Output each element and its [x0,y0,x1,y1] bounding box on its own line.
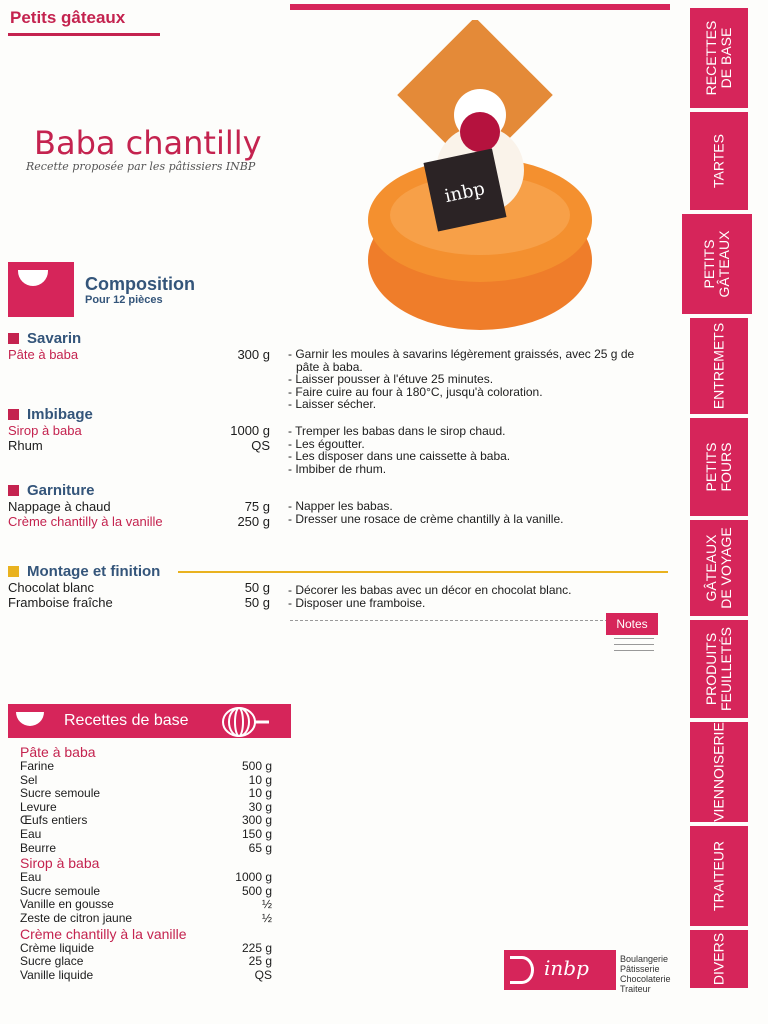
ingredient-name: Crème chantilly à la vanille [8,514,163,529]
composition-icon [8,262,74,317]
chapter-tab[interactable] [690,418,748,516]
chapter-tab-label: TARTES [710,134,727,188]
base-ingredient-qty: 1000 g [235,870,272,885]
ingredient-line [8,595,288,610]
ingredient-qty: 50 g [244,595,270,610]
ingredient-name: Rhum [8,438,43,453]
method-steps [288,500,648,525]
ingredient-line [8,438,288,453]
method-step: - Laisser sécher. [288,397,377,411]
base-ingredient-row [20,955,272,969]
composition-title: Composition [85,274,195,294]
ingredient-name: Pâte à baba [8,347,79,362]
square-bullet-icon [8,485,19,496]
method-step: - Tremper les babas dans le sirop chaud. [288,424,506,438]
recettes-base-list [20,744,272,982]
group-heading [8,482,288,499]
base-ingredient-row [20,898,272,912]
notes-tab: Notes [606,613,658,635]
base-ingredient-qty: 300 g [241,813,272,828]
composition-group [8,330,288,362]
base-ingredient-name: Zeste de citron jaune [20,910,133,925]
chapter-tab[interactable] [690,722,748,822]
group-name: Montage et finition [27,563,161,580]
method-step: - Laisser pousser à l'étuve 25 minutes. [288,372,494,386]
base-ingredient-qty: 225 g [241,940,272,955]
base-ingredient-row [20,912,272,926]
base-ingredient-qty: 65 g [248,840,272,855]
composition-group [8,406,288,453]
ingredient-line [8,580,288,595]
method-step: - Napper les babas. [288,499,393,513]
ingredient-qty: 1000 g [230,423,270,438]
chapter-tab-label: GÂTEAUX DE VOYAGE [703,527,734,609]
inbp-logo [504,950,616,990]
base-ingredient-row [20,828,272,842]
base-ingredient-row [20,942,272,956]
logo-caption [620,954,671,994]
base-ingredient-qty: ½ [261,910,272,925]
base-ingredient-qty: 500 g [241,759,272,773]
base-ingredient-qty: 10 g [248,786,272,801]
ingredient-name: Sirop à baba [8,423,82,438]
notes-lines [614,638,654,656]
method-steps [288,425,648,475]
composition-subtitle: Pour 12 pièces [85,294,163,306]
logo-caption-line: Pâtisserie [620,964,660,974]
chapter-tab[interactable] [690,520,748,616]
group-name: Garniture [27,482,95,499]
base-ingredient-row [20,760,272,774]
base-ingredient-row [20,969,272,983]
ingredient-qty: 50 g [244,580,270,595]
method-step: - Décorer les babas avec un décor en chocolat blanc. [288,583,572,597]
base-ingredient-name: Vanille en gousse [20,897,114,912]
recettes-base-title: Recettes de base [64,712,189,729]
photo-plaque-text: inbp [442,178,487,208]
base-ingredient-row [20,801,272,815]
method-step: - Les disposer dans une caissette à baba. [288,449,511,463]
base-ingredient-name: Sucre semoule [20,883,101,898]
base-ingredient-name: Levure [20,799,57,814]
method-step: - Disposer une framboise. [288,595,426,610]
logo-brand: inbp [544,956,589,980]
base-ingredient-row [20,871,272,885]
chapter-tab[interactable] [690,826,748,926]
square-bullet-icon [8,409,19,420]
method-step: - Les égoutter. [288,436,365,451]
chapter-tab-label: VIENNOISERIE [710,722,727,822]
montage-rule [178,571,668,573]
chapter-tab[interactable] [690,930,748,988]
base-ingredient-name: Eau [20,826,42,841]
whisk-icon [219,706,269,738]
ingredient-name: Nappage à chaud [8,499,111,514]
base-ingredient-row [20,814,272,828]
method-steps [288,584,648,609]
base-ingredient-name: Sucre glace [20,954,84,969]
chapter-tab-label: RECETTES DE BASE [703,20,734,96]
base-ingredient-qty: 10 g [248,772,272,787]
logo-caption-line: Boulangerie [620,954,669,964]
square-bullet-icon [8,566,19,577]
base-recipe-name: Crème chantilly à la vanille [20,925,187,942]
base-recipe-name: Sirop à baba [20,855,100,872]
chapter-tab-label: DIVERS [710,932,727,986]
base-ingredient-qty: QS [254,967,272,982]
method-step: - Faire cuire au four à 180°C, jusqu'à coloration. [288,384,543,399]
group-name: Imbibage [27,406,93,423]
section-title: Petits gâteaux [10,8,126,27]
chapter-tab[interactable] [690,112,748,210]
base-ingredient-name: Farine [20,759,55,773]
base-recipe-name: Pâte à baba [20,744,96,760]
base-ingredient-qty: 30 g [248,799,272,814]
ingredient-line [8,347,288,362]
recettes-base-header [8,704,291,738]
base-ingredient-qty: 25 g [248,954,272,969]
base-ingredient-name: Crème liquide [20,940,95,955]
base-ingredient-name: Eau [20,870,42,885]
group-heading [8,406,288,423]
ingredient-line [8,514,288,529]
baba-photo [350,20,610,340]
ingredient-name: Chocolat blanc [8,580,94,595]
ingredient-qty: 300 g [237,347,270,362]
chapter-tabs [690,0,752,990]
base-ingredient-name: Beurre [20,840,57,855]
base-ingredient-qty: 500 g [241,883,272,898]
recipe-subtitle: Recette proposée par les pâtissiers INBP [26,160,256,173]
method-steps [288,348,648,411]
method-step: - Garnir les moules à savarins légèrement graissés, avec 25 g de pâte à baba. [288,347,635,374]
method-step: - Imbiber de rhum. [288,461,387,476]
chapter-tab-label: TRAITEUR [710,841,727,911]
ingredient-qty: QS [251,438,270,453]
ingredient-qty: 75 g [244,499,270,514]
chapter-tab[interactable] [690,620,748,718]
base-ingredient-row [20,885,272,899]
ingredient-qty: 250 g [237,514,270,529]
chapter-tab-label: PRODUITS FEUILLETÉS [703,626,734,712]
ingredient-line [8,499,288,514]
base-ingredient-row [20,842,272,856]
base-ingredient-qty: ½ [261,897,272,912]
ingredient-name: Framboise fraîche [8,595,113,610]
base-ingredient-name: Vanille liquide [20,967,94,982]
group-name: Savarin [27,330,82,347]
group-heading [8,330,288,347]
base-ingredient-name: Sel [20,772,38,787]
square-bullet-icon [8,333,19,344]
logo-caption-line: Traiteur [620,984,651,994]
top-accent-bar [290,4,670,10]
chapter-tab[interactable] [690,318,748,414]
section-underline [8,33,160,36]
base-ingredient-qty: 150 g [241,826,272,841]
chapter-tab[interactable] [690,8,748,108]
chapter-tab-label: PETITS GÂTEAUX [701,230,732,298]
chapter-tab-label: ENTREMETS [710,322,727,410]
chapter-tab-label: PETITS FOURS [703,442,734,492]
base-ingredient-name: Sucre semoule [20,786,101,801]
base-ingredient-row [20,787,272,801]
recipe-title: Baba chantilly [34,124,262,162]
chapter-tab[interactable] [682,214,752,314]
notes-area [290,620,658,656]
ingredient-line [8,423,288,438]
base-ingredient-row [20,774,272,788]
method-step: - Dresser une rosace de crème chantilly à la vanille. [288,511,564,526]
composition-group [8,482,288,529]
base-ingredient-name: Œufs entiers [20,813,88,828]
logo-caption-line: Chocolaterie [620,974,671,984]
